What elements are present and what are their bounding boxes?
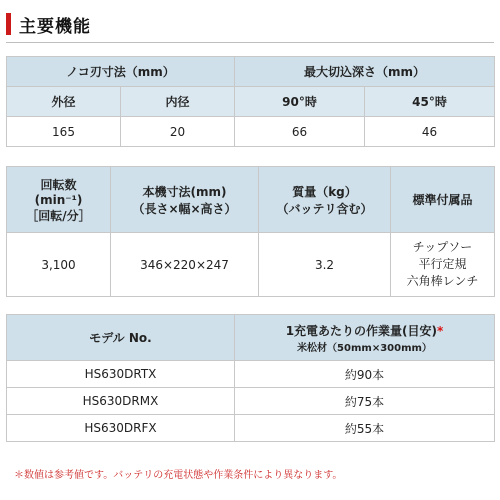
blade-depth-table [6,56,495,147]
model-cell: HS630DRFX [7,415,235,442]
max-depth-header: 最大切込深さ（mm） [235,57,495,87]
rpm-value: 3,100 [7,233,111,297]
asterisk-mark: * [437,323,444,338]
blade-size-header: ノコ刃寸法（mm） [7,57,235,87]
amount-cell: 約55本 [235,415,495,442]
model-cell: HS630DRMX [7,388,235,415]
work-amount-sub: 米松材（50mm×300mm） [297,342,432,354]
depth-90-header: 90°時 [235,87,365,117]
rpm-header [7,167,111,233]
outer-diameter-header: 外径 [7,87,121,117]
section-header [6,8,91,40]
section-title: 主要機能 [19,16,91,37]
amount-cell: 約90本 [235,361,495,388]
weight-header-line1: 質量（kg） [292,184,357,199]
depth-45-header: 45°時 [365,87,495,117]
rpm-header-line2: (min⁻¹) [34,192,83,207]
work-amount-label: 1充電あたりの作業量(目安) [285,323,438,338]
amount-cell: 約75本 [235,388,495,415]
weight-header-line2: （バッテリ含む） [276,201,373,216]
depth-45-value: 46 [365,117,495,147]
outer-diameter-value: 165 [7,117,121,147]
title-divider [6,42,494,43]
title-accent-bar [6,13,11,35]
size-header [111,167,259,233]
weight-header [259,167,391,233]
accessories-header: 標準付属品 [391,167,495,233]
accessory-item: 六角棒レンチ [406,274,479,288]
work-amount-header [235,315,495,361]
inner-diameter-header: 内径 [121,87,235,117]
accessories-value [391,233,495,297]
rpm-header-line1: 回転数 [40,177,77,192]
rpm-header-line3: ［回転/分］ [26,208,91,223]
model-header: モデル No. [7,315,235,361]
size-header-line2: （長さ×幅×高さ） [132,201,237,216]
accessory-item: 平行定規 [418,257,467,271]
footnote: ＊数値は参考値です。バッテリの充電状態や作業条件により異なります。 [14,470,343,481]
weight-value: 3.2 [259,233,391,297]
size-header-line1: 本機寸法(mm) [142,184,227,199]
depth-90-value: 66 [235,117,365,147]
accessory-item: チップソー [412,240,473,254]
size-value: 346×220×247 [111,233,259,297]
spec-table [6,166,495,297]
inner-diameter-value: 20 [121,117,235,147]
model-cell: HS630DRTX [7,361,235,388]
work-amount-table [6,314,495,442]
